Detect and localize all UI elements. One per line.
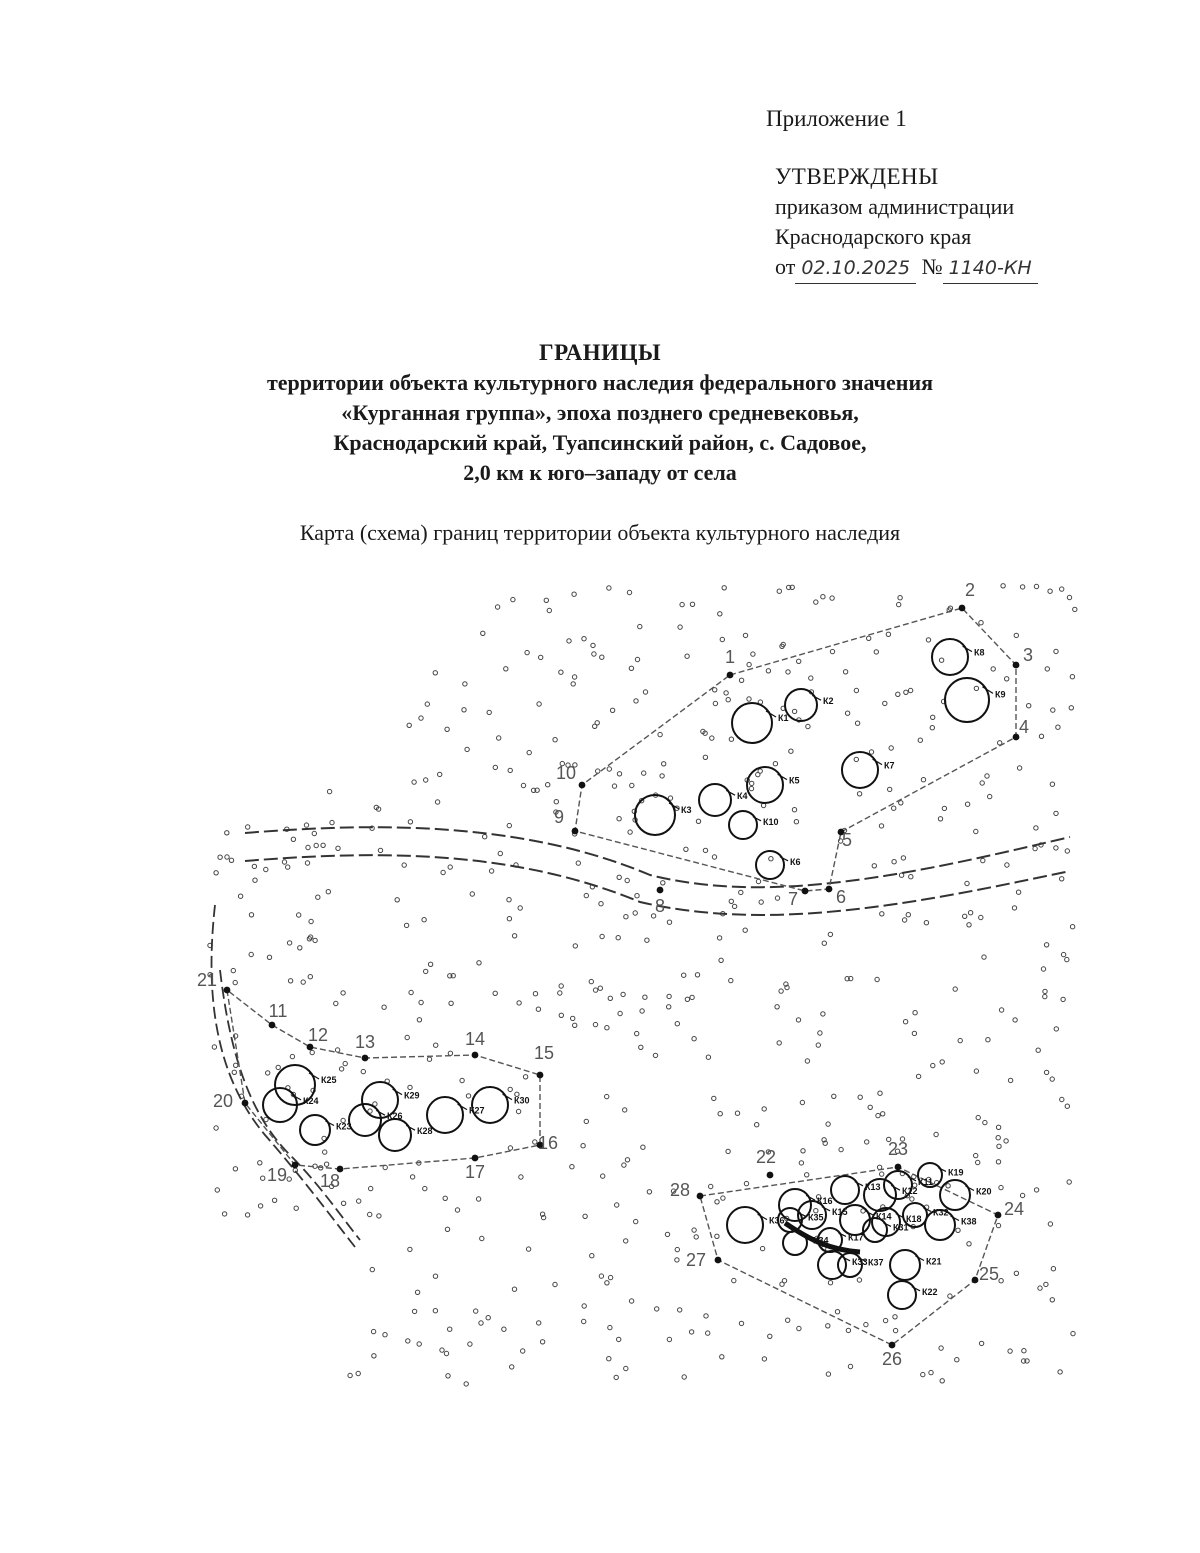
vertex-point-27 (715, 1257, 722, 1264)
vertex-point-22 (767, 1172, 774, 1179)
mound-label-К4: К4 (737, 791, 748, 802)
vertex-label-1: 1 (724, 647, 736, 667)
mound-label-К25: К25 (321, 1075, 337, 1085)
vertex-point-6 (826, 886, 833, 893)
mound-К10 (729, 811, 757, 839)
vertex-label-8: 8 (654, 896, 666, 916)
vertex-point-7 (802, 888, 809, 895)
vertex-point-19 (292, 1162, 299, 1169)
boundary-plot-3 (700, 1167, 998, 1345)
mound-К2 (785, 689, 817, 721)
vertex-label-23: 23 (887, 1139, 909, 1159)
vertex-label-9: 9 (553, 807, 565, 827)
mound-label-К22: К22 (922, 1286, 938, 1297)
mound-label-К6: К6 (790, 856, 801, 867)
number-prefix: № (921, 254, 943, 279)
vertex-point-17 (472, 1155, 479, 1162)
vertex-label-25: 25 (978, 1264, 1000, 1284)
mound-label-К10: К10 (763, 816, 779, 827)
mound-К7 (842, 752, 878, 788)
approval-line-2: Краснодарского края (775, 224, 972, 249)
mound-label-К34: К34 (813, 1235, 829, 1246)
vertex-label-5: 5 (841, 830, 853, 850)
mound-label-К21: К21 (926, 1256, 942, 1267)
vertex-point-20 (242, 1100, 249, 1107)
mound-label-К24: К24 (303, 1095, 319, 1106)
vertex-point-26 (889, 1342, 896, 1349)
approval-line-1: приказом администрации (775, 194, 1015, 219)
vegetation-dots (208, 584, 1077, 1387)
handwritten-date: 02.10.2025 (795, 253, 916, 284)
burial-mounds (263, 639, 1006, 1309)
mound-label-К14: К14 (876, 1211, 892, 1222)
mound-label-К35: К35 (808, 1212, 824, 1223)
vertex-label-4: 4 (1018, 717, 1030, 737)
title-line-3: Краснодарский край, Туапсинский район, с. Садовое, (333, 430, 867, 455)
vertex-label-3: 3 (1022, 645, 1034, 665)
mound-label-К36: К36 (769, 1215, 785, 1226)
mound-label-К27: К27 (469, 1105, 485, 1116)
vertex-point-3 (1013, 662, 1020, 669)
mound-К6 (756, 851, 784, 879)
vertex-label-24: 24 (1003, 1199, 1025, 1219)
mound-К21 (890, 1250, 920, 1280)
vertex-label-2: 2 (964, 580, 976, 600)
vertex-point-24 (995, 1212, 1002, 1219)
vertex-label-26: 26 (881, 1349, 903, 1369)
mound-label-К9: К9 (995, 689, 1006, 700)
vertex-point-13 (362, 1055, 369, 1062)
approval-block (775, 162, 1038, 284)
mound-label-К29: К29 (404, 1090, 420, 1101)
vertex-point-21 (224, 987, 231, 994)
vertex-label-12: 12 (307, 1025, 329, 1045)
mound-К23 (300, 1115, 330, 1145)
mound-К9 (945, 678, 989, 722)
boundary-map (190, 575, 1090, 1395)
document-title (150, 338, 1050, 488)
side-road (212, 905, 360, 1247)
vertex-point-14 (472, 1052, 479, 1059)
handwritten-number: 1140-КН (943, 253, 1038, 284)
mound-К36 (727, 1207, 763, 1243)
vertex-label-7: 7 (787, 889, 799, 909)
mound-К4 (699, 784, 731, 816)
title-line-4: 2,0 км к юго–западу от села (463, 460, 737, 485)
mound-label-К26: К26 (387, 1111, 403, 1122)
mound-label-К19: К19 (948, 1167, 964, 1178)
mound-label-К18: К18 (906, 1213, 922, 1224)
map-caption: Карта (схема) границ территории объекта культурного наследия (299, 520, 901, 545)
vertex-label-17: 17 (464, 1162, 486, 1182)
vertex-point-23 (895, 1164, 902, 1171)
mound-К28 (379, 1119, 411, 1151)
vertex-label-13: 13 (354, 1032, 376, 1052)
mound-label-К13: К13 (865, 1181, 881, 1192)
title-heading: ГРАНИЦЫ (538, 340, 662, 365)
approval-heading: УТВЕРЖДЕНЫ (775, 164, 939, 189)
mound-label-К7: К7 (884, 760, 895, 771)
vertex-label-15: 15 (533, 1043, 555, 1063)
vertex-point-9 (572, 828, 579, 835)
boundary-plot-1 (575, 608, 1016, 891)
title-line-2: «Курганная группа», эпоха позднего средневековья, (341, 400, 859, 425)
approval-date-line (775, 252, 1038, 284)
vertex-label-11: 11 (268, 1001, 288, 1021)
mound-label-К2: К2 (823, 696, 834, 707)
vertex-point-1 (727, 672, 734, 679)
vertex-label-28: 28 (669, 1180, 691, 1200)
vertex-label-22: 22 (755, 1147, 777, 1167)
mound-label-К20: К20 (976, 1186, 992, 1197)
mound-label-К38: К38 (961, 1216, 977, 1227)
mound-label-К8: К8 (974, 647, 985, 658)
mound-К8 (932, 639, 968, 675)
mound-К22 (888, 1281, 916, 1309)
mound-label-К17: К17 (848, 1232, 864, 1243)
mound-label-К37: К37 (868, 1257, 884, 1268)
mound-К13 (831, 1176, 859, 1204)
vertex-point-8 (657, 887, 664, 894)
mound-label-К23: К23 (336, 1121, 352, 1132)
vertex-point-15 (537, 1072, 544, 1079)
mound-label-К33: К33 (852, 1256, 868, 1267)
mound-label-К11: К11 (918, 1176, 934, 1187)
vertex-point-2 (959, 605, 966, 612)
vertex-label-10: 10 (555, 763, 577, 783)
vertex-label-14: 14 (464, 1029, 486, 1049)
vertex-point-28 (697, 1193, 704, 1200)
vertex-label-19: 19 (266, 1165, 288, 1185)
vertex-point-10 (579, 782, 586, 789)
mound-label-К3: К3 (681, 805, 692, 815)
mound-label-К32: К32 (933, 1207, 949, 1218)
mound-К3 (635, 795, 675, 835)
mound-label-К12: К12 (902, 1186, 918, 1197)
mound-label-К5: К5 (789, 775, 800, 786)
mound-label-К30: К30 (514, 1095, 530, 1106)
mound-label-К28: К28 (417, 1126, 433, 1137)
mound-label-К16: К16 (817, 1196, 833, 1207)
vertex-label-18: 18 (319, 1171, 341, 1191)
vertex-label-21: 21 (196, 970, 218, 990)
vertex-label-6: 6 (835, 887, 847, 907)
mound-label-К31: К31 (893, 1222, 909, 1233)
vertex-label-16: 16 (537, 1133, 559, 1153)
appendix-label: Приложение 1 (766, 106, 907, 131)
date-prefix: от (775, 254, 796, 279)
mound-label-К15: К15 (832, 1206, 848, 1217)
vertex-point-11 (269, 1022, 276, 1029)
vertex-label-20: 20 (212, 1091, 234, 1111)
mound-label-К1: К1 (778, 713, 789, 723)
title-line-1: территории объекта культурного наследия федерального значения (266, 370, 934, 395)
vertex-label-27: 27 (685, 1250, 707, 1270)
vertex-point-25 (972, 1277, 979, 1284)
mound-К1 (732, 703, 772, 743)
